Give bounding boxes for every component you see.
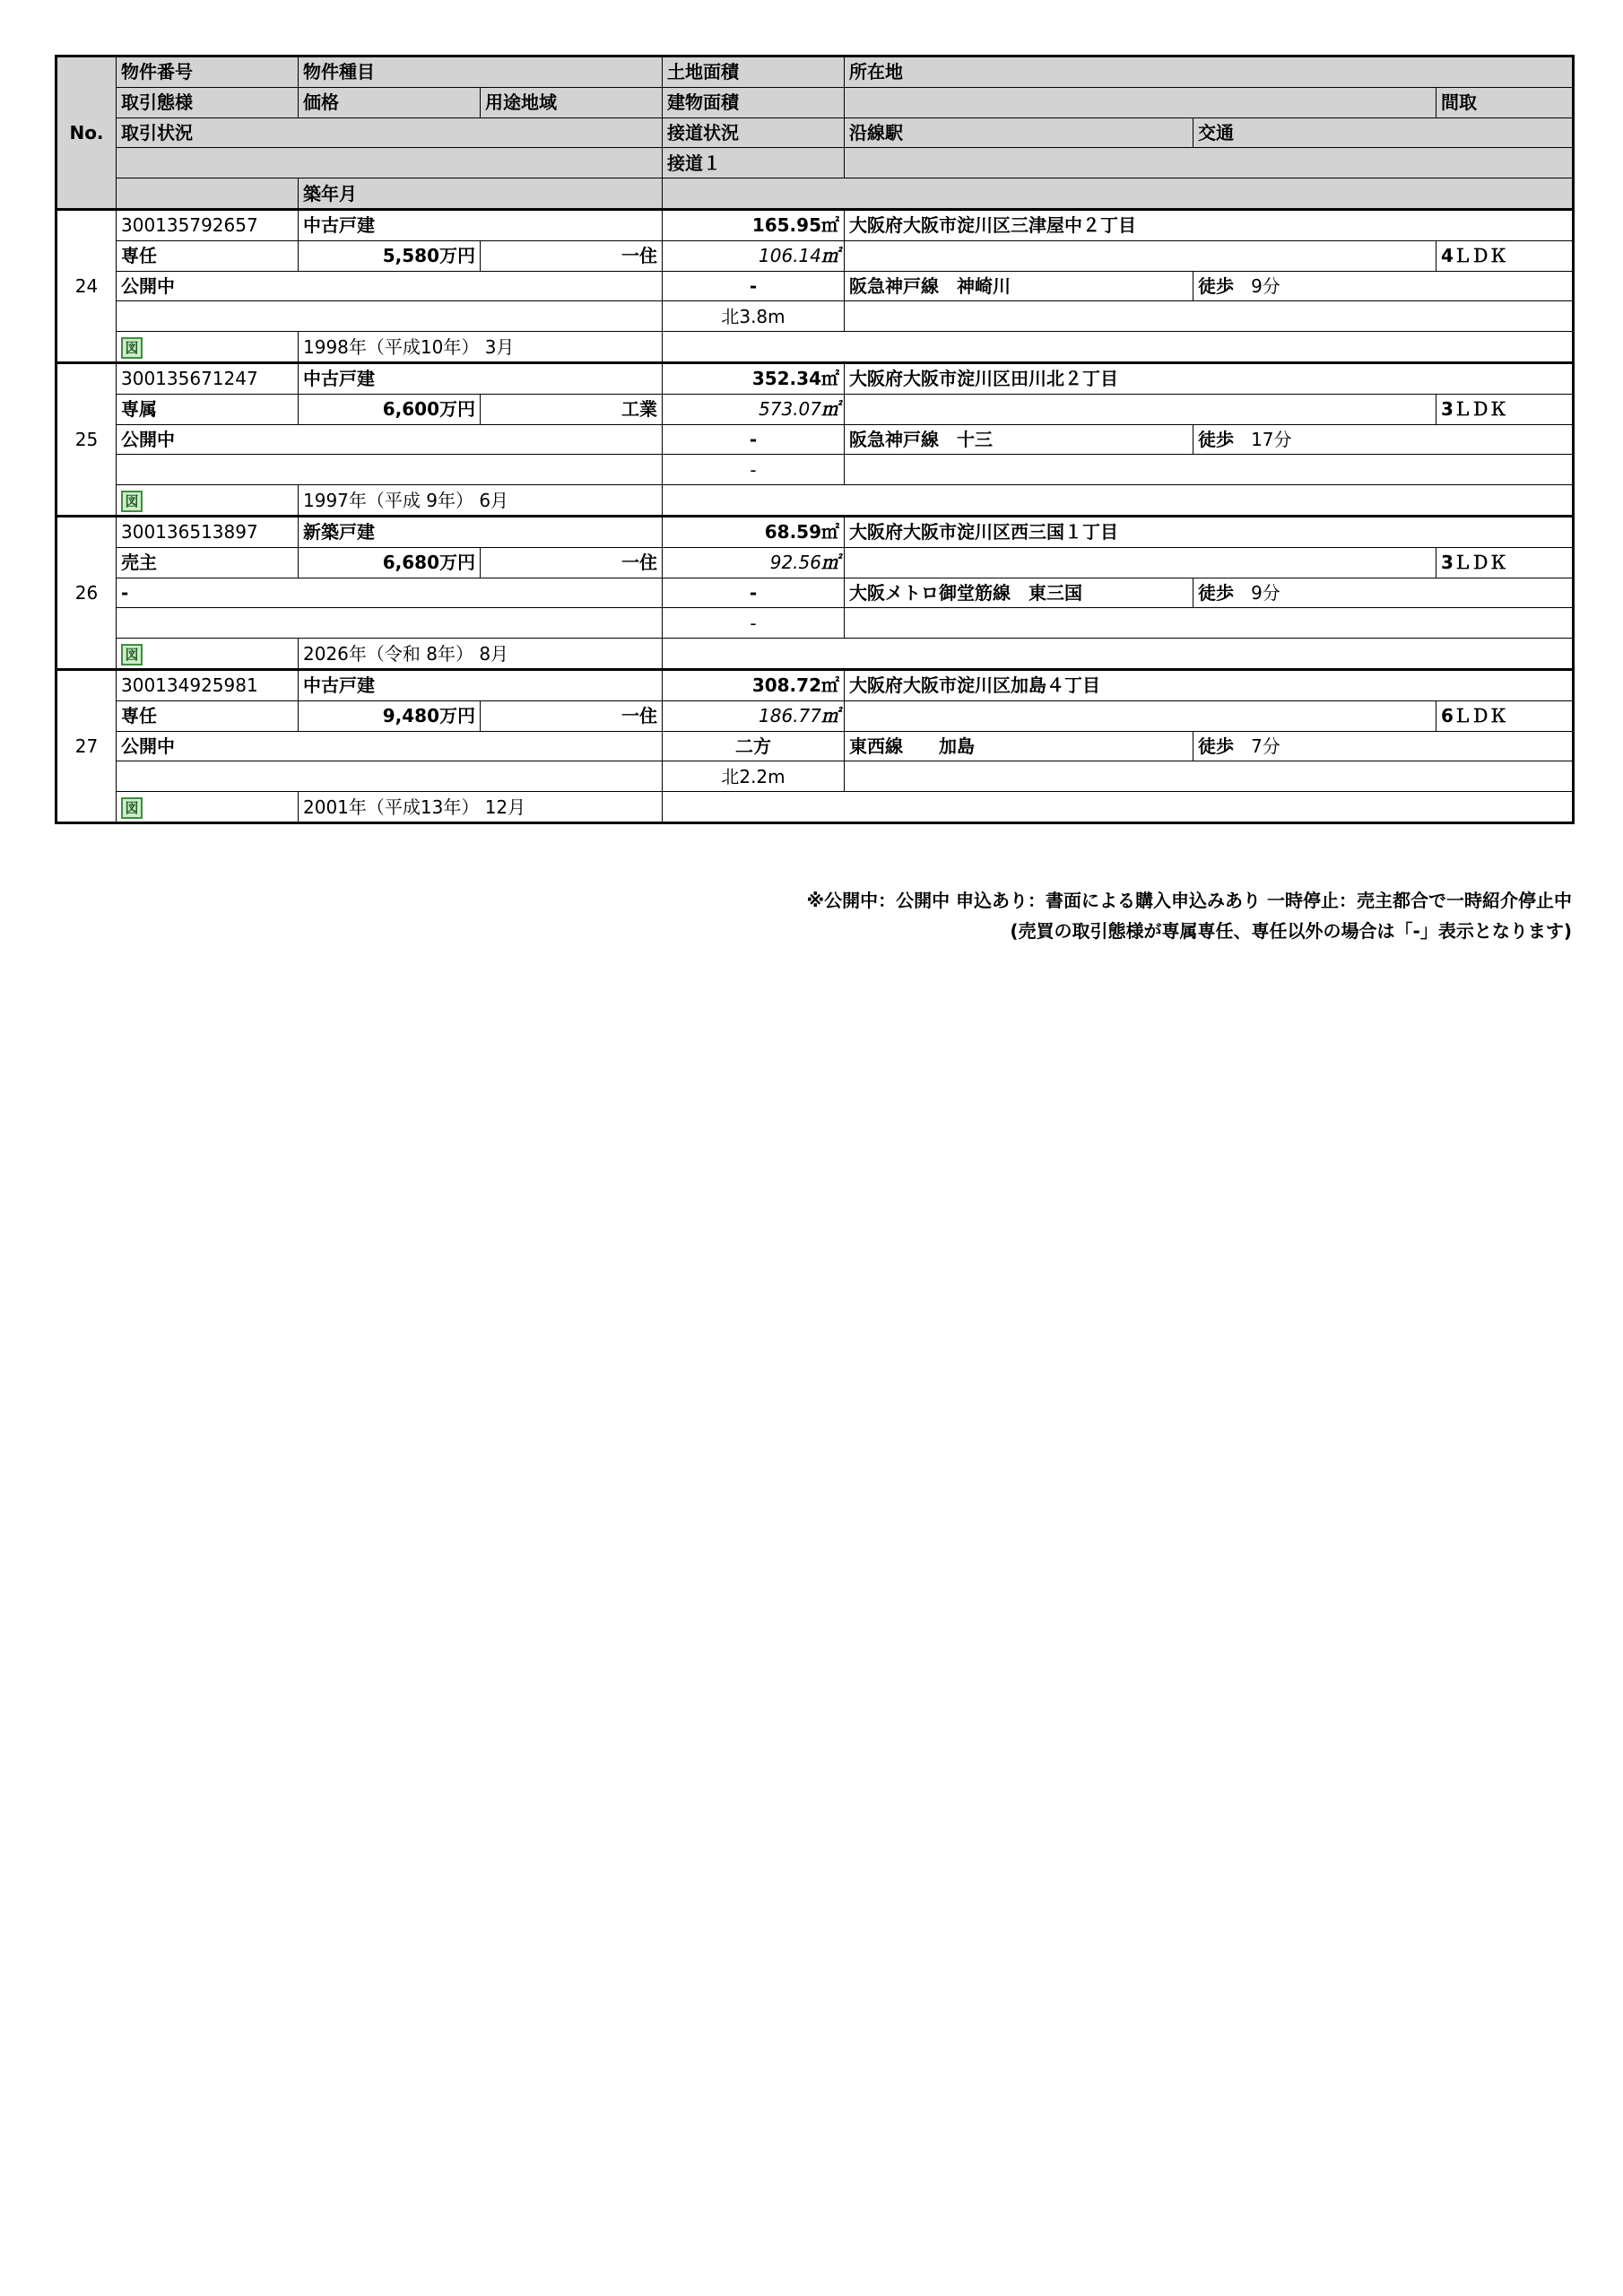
record-no: 27 [56, 669, 117, 822]
blank-cell [117, 761, 663, 792]
map-cell [117, 332, 299, 363]
land-area [663, 669, 845, 700]
blank-cell [845, 240, 1436, 271]
building-area [663, 394, 845, 424]
layout: 6ＬＤＫ [1436, 700, 1574, 731]
blank-cell [117, 301, 663, 332]
property-list-sheet [55, 55, 1572, 824]
building-area [663, 700, 845, 731]
transaction-type: 専任 [117, 240, 299, 271]
header-blank [117, 178, 299, 210]
header-location: 所在地 [845, 57, 1574, 88]
header-no: No. [56, 57, 117, 210]
record-line-2 [56, 547, 1574, 578]
record-line-1 [56, 362, 1574, 394]
record-line-4 [56, 455, 1574, 485]
record-line-5 [56, 332, 1574, 363]
walk-label: 徒歩 [1198, 735, 1234, 757]
building-area-unit: ㎡ [821, 398, 839, 421]
station: 阪急神戸線 神崎川 [845, 271, 1193, 301]
walk-time [1193, 424, 1574, 455]
header-road-1: 接道１ [663, 148, 845, 178]
header-row-5 [56, 178, 1574, 210]
blank-cell [845, 301, 1574, 332]
blank-cell [845, 761, 1574, 792]
road-status: - [663, 578, 845, 608]
price [299, 700, 481, 731]
location: 大阪府大阪市淀川区三津屋中２丁目 [845, 209, 1574, 240]
walk-label: 徒歩 [1198, 428, 1234, 450]
price-unit: 万円 [439, 245, 475, 267]
record-line-2 [56, 700, 1574, 731]
header-price: 価格 [299, 87, 481, 117]
header-row-3 [56, 117, 1574, 148]
building-area-unit: ㎡ [821, 552, 839, 574]
land-area-unit: ㎡ [821, 674, 839, 697]
building-area-value: 92.56 [769, 552, 821, 574]
price [299, 394, 481, 424]
blank-cell [117, 455, 663, 485]
record-line-1 [56, 669, 1574, 700]
blank-cell [845, 700, 1436, 731]
floor-plan-icon[interactable]: 図 [121, 644, 143, 665]
property-type: 中古戸建 [299, 209, 663, 240]
record-line-4 [56, 608, 1574, 639]
land-area [663, 362, 845, 394]
walk-minutes: 9分 [1251, 274, 1280, 297]
price-value: 6,680 [382, 552, 439, 574]
layout: 4ＬＤＫ [1436, 240, 1574, 271]
walk-minutes: 7分 [1251, 735, 1280, 757]
header-row-4 [56, 148, 1574, 178]
walk-label: 徒歩 [1198, 581, 1234, 604]
road-1: 北2.2m [663, 761, 845, 792]
transaction-type: 売主 [117, 547, 299, 578]
built-date: 1998年（平成10年） 3月 [299, 332, 663, 363]
map-cell [117, 792, 299, 823]
floor-plan-icon[interactable]: 図 [121, 337, 143, 359]
record-no: 26 [56, 516, 117, 669]
road-status: 二方 [663, 731, 845, 761]
transaction-status: 公開中 [117, 424, 663, 455]
blank-cell [663, 639, 1574, 670]
floor-plan-icon[interactable]: 図 [121, 797, 143, 819]
price-unit: 万円 [439, 398, 475, 421]
land-area [663, 209, 845, 240]
zoning: 一住 [481, 240, 663, 271]
walk-minutes: 17分 [1251, 428, 1292, 450]
transaction-status: - [117, 578, 663, 608]
transaction-type-note: (売買の取引態様が専属専任、専任以外の場合は「-」表示となります) [1010, 920, 1572, 942]
record-line-3 [56, 578, 1574, 608]
property-type: 新築戸建 [299, 516, 663, 547]
walk-time [1193, 578, 1574, 608]
header-transaction-status: 取引状況 [117, 117, 663, 148]
blank-cell [663, 792, 1574, 823]
building-area [663, 547, 845, 578]
layout: 3ＬＤＫ [1436, 394, 1574, 424]
road-1: - [663, 455, 845, 485]
station: 阪急神戸線 十三 [845, 424, 1193, 455]
location: 大阪府大阪市淀川区田川北２丁目 [845, 362, 1574, 394]
layout: 3ＬＤＫ [1436, 547, 1574, 578]
price-value: 9,480 [382, 705, 439, 727]
transaction-type: 専属 [117, 394, 299, 424]
property-table [55, 55, 1575, 824]
record-line-2 [56, 240, 1574, 271]
walk-time [1193, 271, 1574, 301]
header-blank [845, 148, 1574, 178]
header-road-status: 接道状況 [663, 117, 845, 148]
blank-cell [845, 394, 1436, 424]
building-area-unit: ㎡ [821, 245, 839, 267]
transaction-status: 公開中 [117, 271, 663, 301]
header-layout: 間取 [1436, 87, 1574, 117]
header-blank [117, 148, 663, 178]
header-property-type: 物件種目 [299, 57, 663, 88]
zoning: 一住 [481, 547, 663, 578]
blank-cell [117, 608, 663, 639]
record-line-4 [56, 301, 1574, 332]
price-value: 6,600 [382, 398, 439, 421]
header-transport: 交通 [1193, 117, 1574, 148]
walk-time [1193, 731, 1574, 761]
price [299, 547, 481, 578]
built-date: 1997年（平成 9年） 6月 [299, 485, 663, 517]
land-area-unit: ㎡ [821, 521, 839, 544]
property-number: 300134925981 [117, 669, 299, 700]
header-row-1 [56, 57, 1574, 88]
transaction-status: 公開中 [117, 731, 663, 761]
station: 東西線 加島 [845, 731, 1193, 761]
built-date: 2001年（平成13年） 12月 [299, 792, 663, 823]
price [299, 240, 481, 271]
status-legend-note: ※公開中：公開中 申込あり：書面による購入申込みあり 一時停止：売主都合で一時紹介停止中 [806, 890, 1572, 911]
road-status: - [663, 424, 845, 455]
record-line-2 [56, 394, 1574, 424]
blank-cell [845, 455, 1574, 485]
map-cell [117, 639, 299, 670]
header-land-area: 土地面積 [663, 57, 845, 88]
property-type: 中古戸建 [299, 362, 663, 394]
record-line-3 [56, 731, 1574, 761]
land-area-value: 352.34 [751, 368, 821, 390]
building-area-value: 106.14 [759, 245, 821, 267]
land-area-unit: ㎡ [821, 368, 839, 390]
land-area-unit: ㎡ [821, 214, 839, 237]
location: 大阪府大阪市淀川区西三国１丁目 [845, 516, 1574, 547]
blank-cell [663, 485, 1574, 517]
header-built-date: 築年月 [299, 178, 663, 210]
walk-minutes: 9分 [1251, 581, 1280, 604]
land-area-value: 165.95 [751, 214, 821, 237]
price-value: 5,580 [382, 245, 439, 267]
building-area-unit: ㎡ [821, 705, 839, 727]
walk-label: 徒歩 [1198, 274, 1234, 297]
road-status: - [663, 271, 845, 301]
record-line-5 [56, 792, 1574, 823]
price-unit: 万円 [439, 705, 475, 727]
building-area-value: 573.07 [759, 398, 821, 421]
record-line-3 [56, 424, 1574, 455]
building-area [663, 240, 845, 271]
header-blank [663, 178, 1574, 210]
property-type: 中古戸建 [299, 669, 663, 700]
record-line-5 [56, 639, 1574, 670]
header-blank [845, 87, 1436, 117]
record-line-1 [56, 516, 1574, 547]
land-area [663, 516, 845, 547]
road-1: - [663, 608, 845, 639]
price-unit: 万円 [439, 552, 475, 574]
blank-cell [663, 332, 1574, 363]
header-transaction-type: 取引態様 [117, 87, 299, 117]
record-no: 25 [56, 362, 117, 516]
property-number: 300135671247 [117, 362, 299, 394]
blank-cell [845, 608, 1574, 639]
header-station-line: 沿線駅 [845, 117, 1193, 148]
record-line-3 [56, 271, 1574, 301]
header-building-area: 建物面積 [663, 87, 845, 117]
property-number: 300136513897 [117, 516, 299, 547]
header-property-number: 物件番号 [117, 57, 299, 88]
station: 大阪メトロ御堂筋線 東三国 [845, 578, 1193, 608]
header-row-2 [56, 87, 1574, 117]
transaction-type: 専任 [117, 700, 299, 731]
road-1: 北3.8m [663, 301, 845, 332]
record-line-5 [56, 485, 1574, 517]
record-line-1 [56, 209, 1574, 240]
record-line-4 [56, 761, 1574, 792]
built-date: 2026年（令和 8年） 8月 [299, 639, 663, 670]
map-cell [117, 485, 299, 517]
zoning: 工業 [481, 394, 663, 424]
location: 大阪府大阪市淀川区加島４丁目 [845, 669, 1574, 700]
blank-cell [845, 547, 1436, 578]
land-area-value: 308.72 [751, 674, 821, 697]
floor-plan-icon[interactable]: 図 [121, 491, 143, 512]
land-area-value: 68.59 [764, 521, 821, 544]
building-area-value: 186.77 [759, 705, 821, 727]
header-zoning: 用途地域 [481, 87, 663, 117]
record-no: 24 [56, 209, 117, 362]
property-number: 300135792657 [117, 209, 299, 240]
zoning: 一住 [481, 700, 663, 731]
